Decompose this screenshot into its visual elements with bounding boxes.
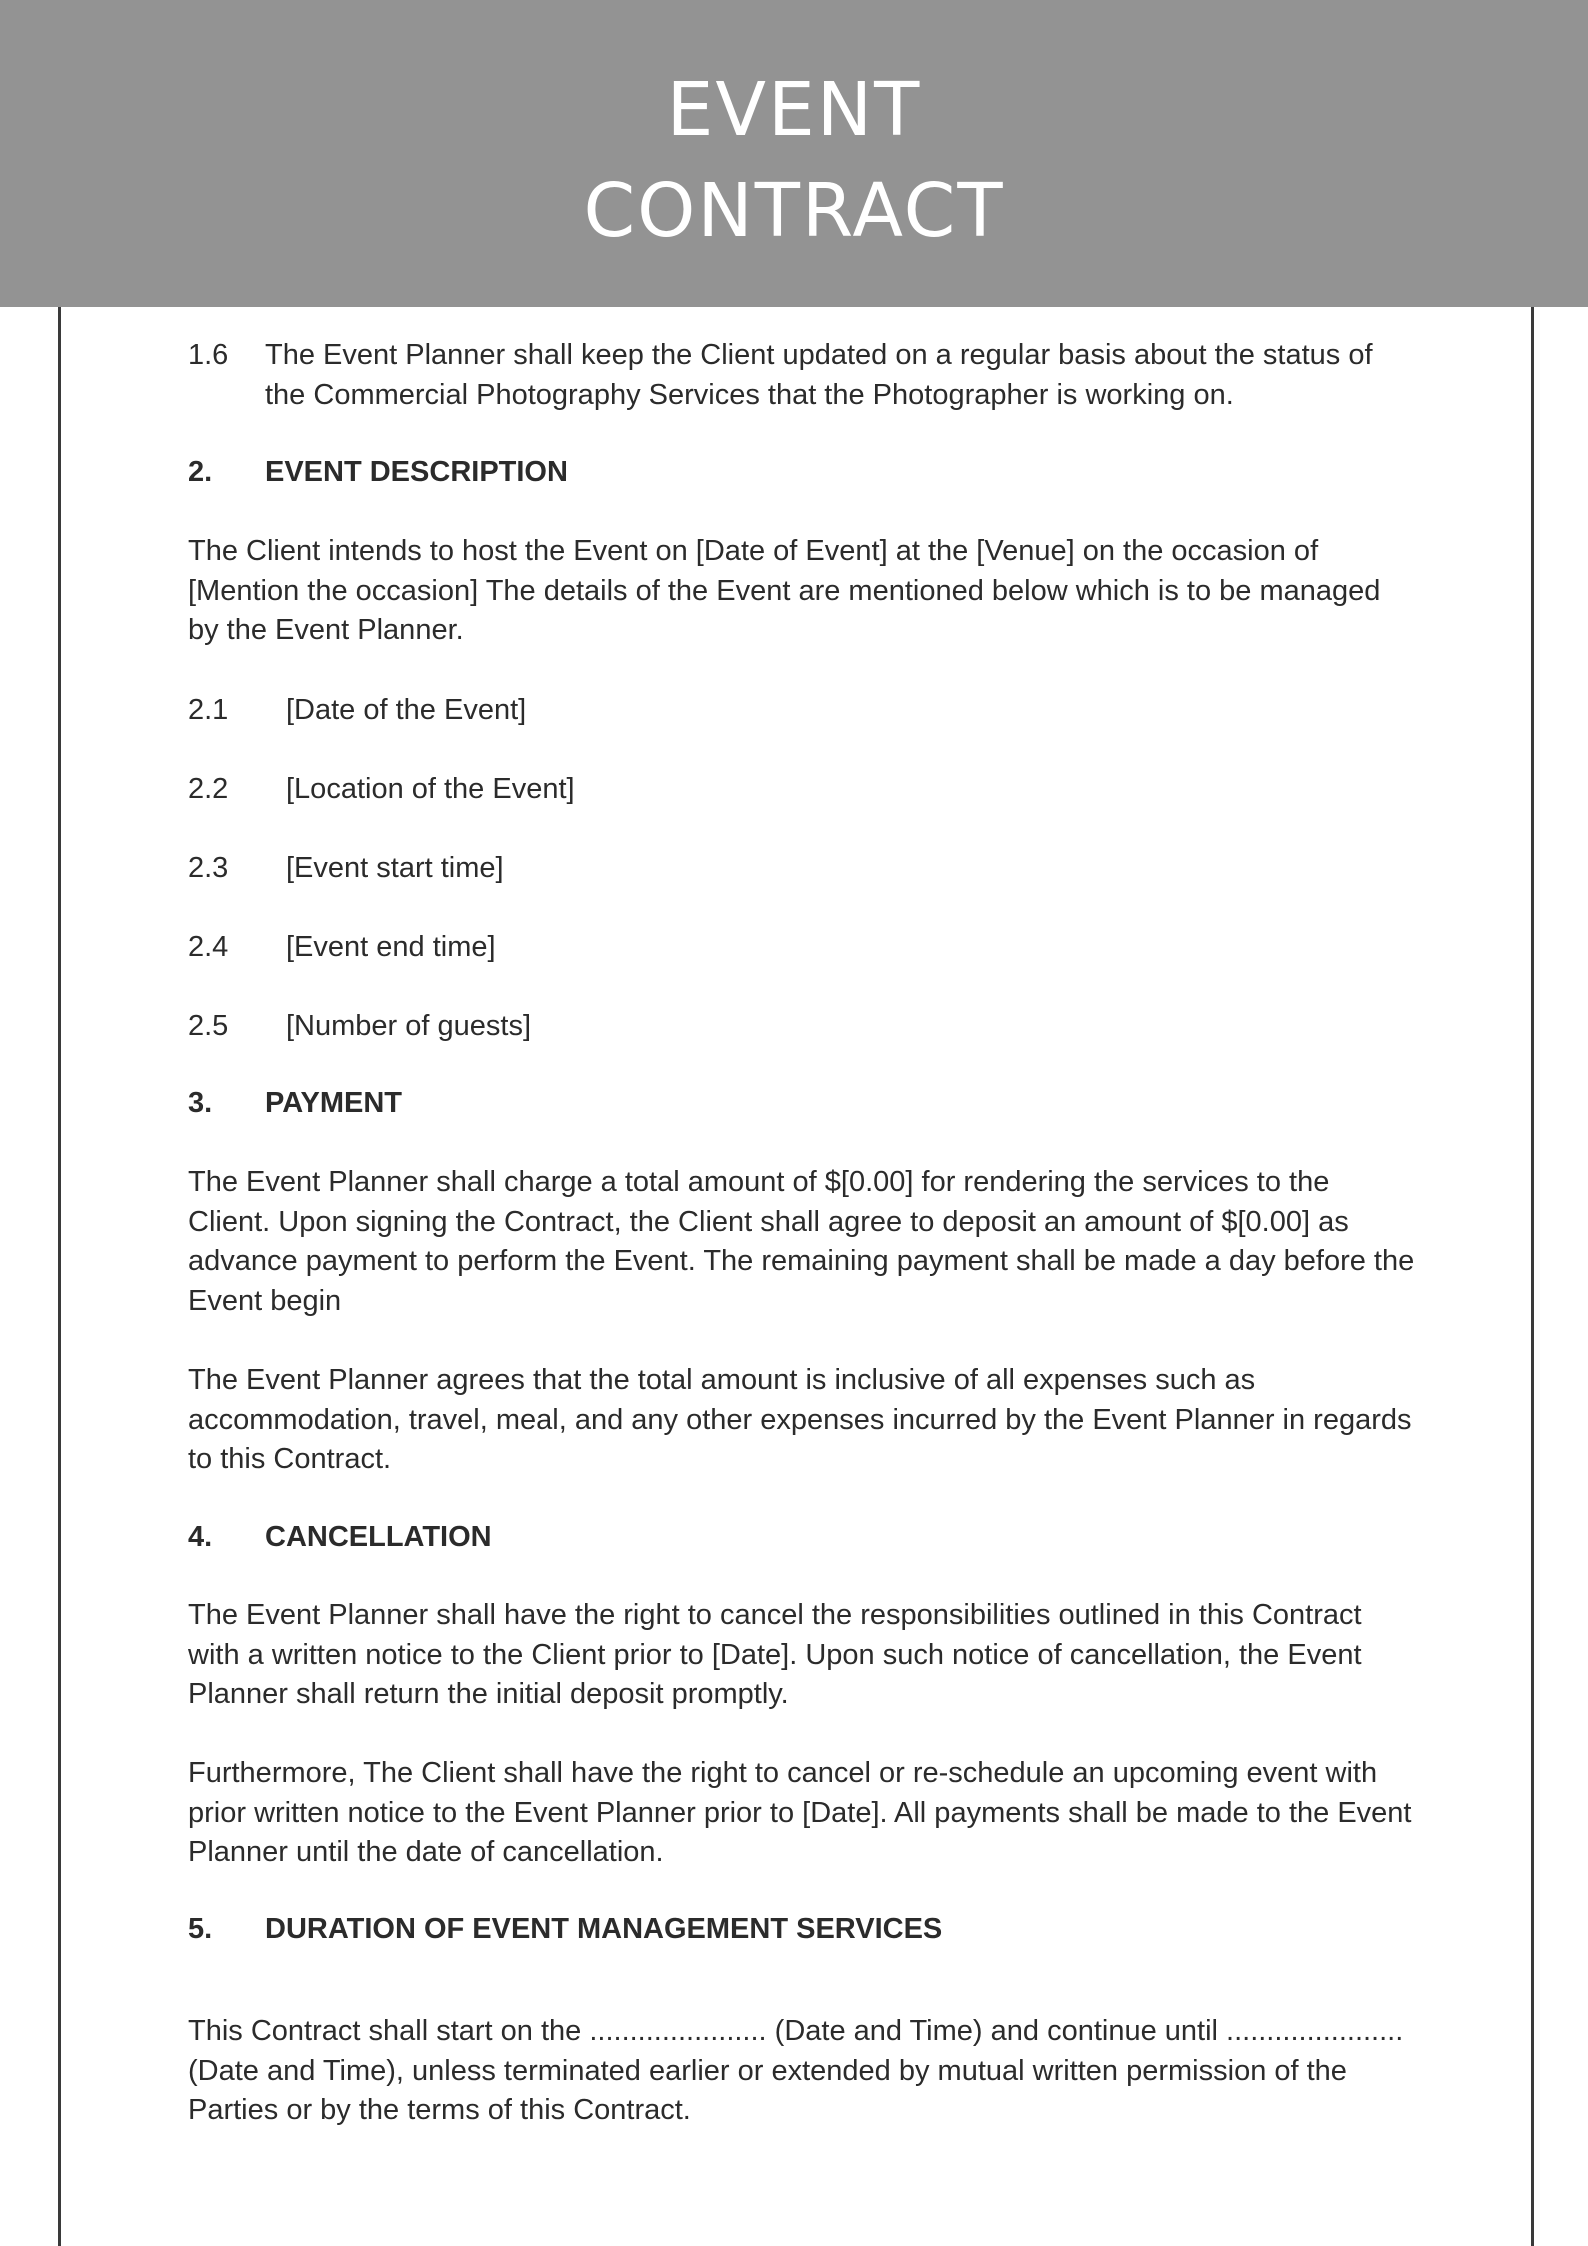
item-text: [Event start time] [286,852,504,884]
item-number: 2.5 [188,1010,229,1042]
section-title: DURATION OF EVENT MANAGEMENT SERVICES [265,1913,943,1945]
section-3-paragraph-2: The Event Planner agrees that the total amount is inclusive of all expenses such as accommodation, travel, meal, and any other expenses incurred by the Event Planner in regards to this Contract. [188,1364,1412,1475]
section-number: 4. [188,1521,213,1553]
section-number: 2. [188,456,213,488]
item-text: [Number of guests] [286,1010,531,1042]
section-number: 5. [188,1913,213,1945]
section-4-paragraph-1: The Event Planner shall have the right to cancel the responsibilities outlined in this Contract with a written notice to the Client prior to [Date]. Upon such notice of cancellation, the Event Planner shall return the initial deposit promptly. [188,1599,1362,1710]
item-number: 2.3 [188,852,229,884]
item-text: [Event end time] [286,931,496,963]
section-4-paragraph-2: Furthermore, The Client shall have the right to cancel or re-schedule an upcoming event with prior written notice to the Event Planner prior to [Date]. All payments shall be made to the Event Planner until the date of cancellation. [188,1757,1412,1868]
section-title: EVENT DESCRIPTION [265,456,568,488]
clause-1-6 [188,336,1418,416]
title-line-1: EVENT [666,67,922,153]
page-border-left [58,307,61,2246]
section-title: CANCELLATION [265,1521,492,1553]
title-banner [0,0,1588,307]
item-text: [Date of the Event] [286,694,527,726]
section-3-paragraph-1: The Event Planner shall charge a total amount of $[0.00] for rendering the services to the Client. Upon signing the Contract, the Client shall agree to deposit an amount of $[0.00] as advance payment to perform the Event. The remaining payment shall be made a day before the Event begin [188,1166,1415,1317]
document-title [0,60,1588,262]
item-text: [Location of the Event] [286,773,575,805]
section-2-paragraph: The Client intends to host the Event on [Date of Event] at the [Venue] on the occasion of [Mention the occasion] The details of the Event are mentioned below which is to be managed by the Event Planner. [188,535,1381,646]
section-5-paragraph: This Contract shall start on the ...................... (Date and Time) and continue until ...................... (Date and Time), unless terminated earlier or extended by mutual written permission of the Parties or by the terms of this Contract. [188,2015,1404,2126]
clause-number: 1.6 [188,339,229,371]
section-number: 3. [188,1087,213,1119]
clause-text: The Event Planner shall keep the Client updated on a regular basis about the status of the Commercial Photography Services that the Photographer is working on. [265,339,1373,411]
item-number: 2.4 [188,931,229,963]
item-number: 2.2 [188,773,229,805]
item-number: 2.1 [188,694,229,726]
section-title: PAYMENT [265,1087,402,1119]
title-line-2: CONTRACT [583,168,1005,254]
page-border-right [1531,307,1534,2246]
